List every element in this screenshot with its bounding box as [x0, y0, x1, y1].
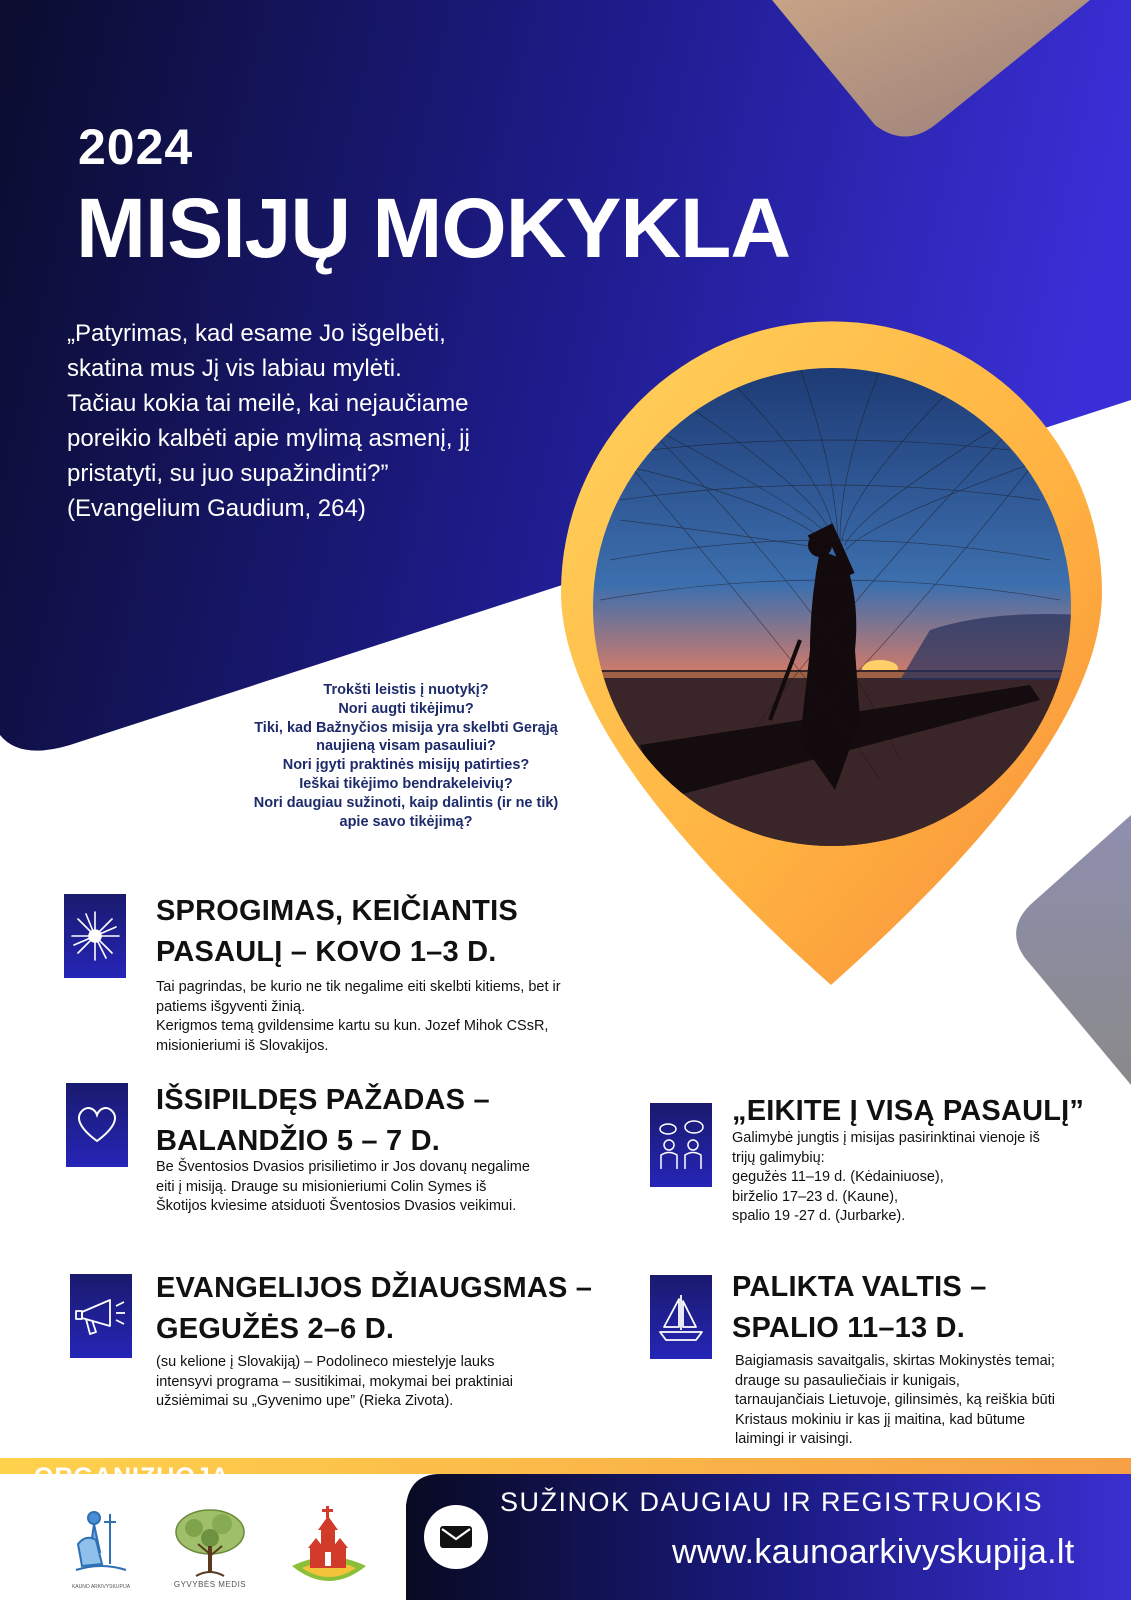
- section-body-line: patiems išgyventi žinią.: [156, 998, 306, 1015]
- section-title: [156, 1268, 592, 1350]
- section-title-line: SPALIO 11–13 D.: [732, 1312, 965, 1344]
- section-title: [732, 1091, 1084, 1132]
- section-body-line: Škotijos kviesime atsiduoti Šventosios Dvasios veikimui.: [156, 1198, 517, 1215]
- section-body-line: užsiėmimai su „Gyvenimo upe” (Rieka Zivota).: [156, 1393, 454, 1410]
- envelope-icon: [424, 1505, 488, 1569]
- section-title-line: PALIKTA VALTIS –: [732, 1271, 987, 1303]
- section-body-line: Be Šventosios Dvasios prisilietimo ir Jos dovanų negalime: [156, 1159, 530, 1175]
- section-body-line: Tai pagrindas, be kurio ne tik negalime eiti skelbti kitiems, bet ir: [156, 979, 561, 995]
- year: 2024: [78, 119, 194, 175]
- section-body: [156, 978, 561, 1056]
- section-body-line: laimingi ir vaisingi.: [735, 1431, 853, 1448]
- people-talking-icon: [650, 1103, 712, 1187]
- quote-block: [67, 316, 587, 526]
- section-body: [732, 1129, 1040, 1227]
- quote-line: pristatyti, su juo supažindinti?”: [67, 460, 389, 487]
- section-body: [735, 1352, 1055, 1450]
- cta-heading: SUŽINOK DAUGIAU IR REGISTRUOKIS: [500, 1487, 1044, 1517]
- section-body-line: trijų galimybių:: [732, 1149, 825, 1166]
- question-line: Nori daugiau sužinoti, kaip dalintis (ir ne tik): [253, 794, 559, 811]
- section-body-line: tarnaujančiais Lietuvoje, gilinsimės, ką reiškia būti: [735, 1392, 1055, 1409]
- section-body-line: Kerigmos temą gvildensime kartu su kun. Jozef Mihok CSsR,: [156, 1018, 549, 1035]
- heart-icon: [66, 1083, 128, 1167]
- section-body-line: Galimybė jungtis į misijas pasirinktinai vienoje iš: [732, 1130, 1040, 1146]
- section-title: [732, 1267, 987, 1349]
- section-body-line: eiti į misiją. Drauge su misionieriumi Colin Symes iš: [156, 1178, 487, 1195]
- section-title-line: BALANDŽIO 5 – 7 D.: [156, 1125, 440, 1157]
- section-title: [156, 1080, 490, 1162]
- quote-line: skatina mus Jį vis labiau mylėti.: [67, 355, 402, 382]
- quote-source: (Evangelium Gaudium, 264): [67, 495, 366, 522]
- question-line: Trokšti leistis į nuotykį?: [323, 682, 489, 698]
- church-logo: [288, 1506, 370, 1592]
- logo-caption: KAUNO ARKIVYSKUPIJA: [71, 1584, 131, 1590]
- question-line: Nori augti tikėjimu?: [338, 700, 474, 717]
- burst-icon: [64, 894, 126, 978]
- website-link[interactable]: www.kaunoarkivyskupija.lt: [672, 1533, 1075, 1571]
- section-title-line: GEGUŽĖS 2–6 D.: [156, 1313, 395, 1345]
- question-line: Ieškai tikėjimo bendrakeleivių?: [299, 775, 513, 792]
- question-line: Tiki, kad Bažnyčios misija yra skelbti Gerąją: [254, 719, 558, 736]
- section-body: [156, 1353, 513, 1412]
- section-body-line: misionieriumi iš Slovakijos.: [156, 1037, 329, 1054]
- quote-line: Tačiau kokia tai meilė, kai nejaučiame: [67, 390, 469, 417]
- section-body-line: (su kelione į Slovakiją) – Podolineco miestelyje lauks: [156, 1354, 495, 1370]
- section-body-line: drauge su pasauliečiais ir kunigais,: [735, 1372, 960, 1389]
- email-button[interactable]: [424, 1505, 488, 1569]
- questions-block: [200, 681, 612, 831]
- quote-line: „Patyrimas, kad esame Jo išgelbėti,: [67, 320, 446, 347]
- section-body-line: Kristaus mokiniu ir kas jį maitina, kad būtume: [735, 1411, 1026, 1428]
- section-body-line: Baigiamasis savaitgalis, skirtas Mokinystės temai;: [735, 1353, 1055, 1369]
- section-body-line: spalio 19 -27 d. (Jurbarke).: [732, 1208, 906, 1225]
- sailboat-icon: [650, 1275, 712, 1359]
- question-line: apie savo tikėjimą?: [339, 813, 473, 830]
- page-title: MISIJŲ MOKYKLA: [76, 181, 791, 275]
- section-body-line: birželio 17–23 d. (Kaune),: [732, 1188, 899, 1205]
- section-body-line: gegužės 11–19 d. (Kėdainiuose),: [732, 1169, 944, 1186]
- question-line: Nori įgyti praktinės misijų patirties?: [282, 757, 530, 774]
- organizers-label: ORGANIZUOJA: [34, 1463, 230, 1491]
- section-title-line: „EIKITE Į VISĄ PASAULĮ”: [732, 1095, 1085, 1127]
- section-body-line: intensyvi programa – susitikimai, mokymai bei praktiniai: [156, 1373, 513, 1390]
- section-body: [156, 1158, 530, 1217]
- section-title: [156, 891, 518, 973]
- megaphone-icon: [70, 1274, 132, 1358]
- quote-line: poreikio kalbėti apie mylimą asmenį, jį: [67, 425, 470, 452]
- section-title-line: EVANGELIJOS DŽIAUGSMAS –: [156, 1272, 593, 1304]
- question-line: naujieną visam pasauliui?: [316, 738, 496, 755]
- logo-caption: GYVYBĖS MEDIS: [173, 1580, 247, 1589]
- kaunas-archdiocese-logo: [66, 1504, 136, 1592]
- section-title-line: SPROGIMAS, KEIČIANTIS: [156, 895, 518, 927]
- section-title-line: IŠSIPILDĘS PAŽADAS –: [156, 1084, 490, 1116]
- section-title-line: PASAULĮ – KOVO 1–3 D.: [156, 936, 497, 968]
- gyvybes-medis-logo: [170, 1506, 250, 1592]
